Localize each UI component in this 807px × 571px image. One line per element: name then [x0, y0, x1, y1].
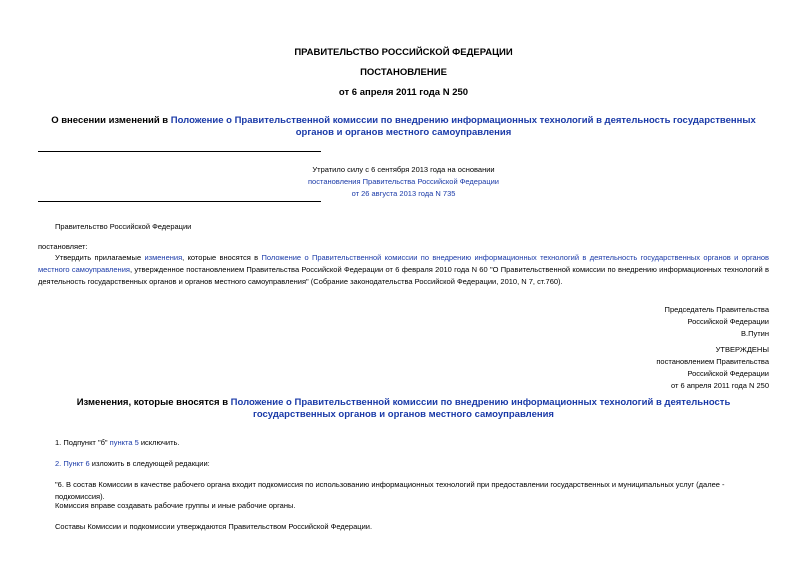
document-type: ПОСТАНОВЛЕНИЕ — [360, 67, 447, 78]
status-line: Утратило силу с 6 сентября 2013 года на основании — [312, 165, 495, 174]
change-item-2 — [55, 458, 210, 470]
signature-name: В.Путин — [741, 329, 769, 338]
item1-text-b: исключить. — [138, 438, 180, 447]
item1-point-link[interactable]: пункта 5 — [109, 438, 139, 447]
government-heading: ПРАВИТЕЛЬСТВО РОССИЙСКОЙ ФЕДЕРАЦИИ — [294, 47, 513, 58]
issuing-government: Правительство Российской Федерации — [55, 222, 192, 231]
item2-text: изложить в следующей редакции: — [89, 459, 210, 468]
change-item-3: "6. В состав Комиссии в качестве рабочего органа входит подкомиссия по использованию информационных технологий при предоставлении государственных и муниципальных услуг (далее - подкомиссия). — [55, 480, 725, 501]
signature-country: Российской Федерации — [687, 317, 769, 326]
status-decree-date-link[interactable]: от 26 августа 2013 года N 735 — [351, 189, 456, 198]
approved-block — [656, 344, 769, 392]
item2-point-link[interactable]: 2. Пункт 6 — [55, 459, 90, 468]
title-regulation-link[interactable]: Положение о Правительственной комиссии по внедрению информационных технологий в деятельность государственных органов и органов местного самоуправления — [170, 115, 756, 138]
p1-text-b: , которые вносятся в — [182, 253, 262, 262]
change-item-1 — [55, 437, 180, 449]
decrees-label: постановляет: — [38, 242, 88, 251]
signature-position: Председатель Правительства — [664, 305, 769, 314]
decree-paragraph — [38, 252, 769, 288]
changes-title-link[interactable]: Положение о Правительственной комиссии по внедрению информационных технологий в деятельность государственных органов и органов местного самоуправления — [230, 397, 731, 420]
change-item-4: Комиссия вправе создавать рабочие группы и иные рабочие органы. — [55, 501, 296, 510]
p1-text-d: (Собрание законодательства Российской Федерации, 2010, N 7, ст.760). — [308, 277, 563, 286]
title-prefix: О внесении изменений в — [51, 115, 171, 126]
document-date: от 6 апреля 2011 года N 250 — [338, 87, 469, 98]
approved-date: от 6 апреля 2011 года N 250 — [670, 381, 769, 390]
approved-country: Российской Федерации — [687, 369, 769, 378]
document-title — [40, 115, 767, 139]
p1-text-c: , утвержденное постановлением Правительства Российской Федерации от 6 февраля 2010 года N 60 "О Правительственной комиссии по внедрению информационных технологий в деятельность государственных органов и органов местного самоуправления" — [38, 265, 769, 286]
divider-top — [38, 151, 321, 152]
changes-title-prefix: Изменения, которые вносятся в — [76, 397, 231, 408]
regulation-link[interactable]: Положение о Правительственной комиссии по внедрению информационных технологий в деятельность государственных органов и органов местного самоуправления — [38, 253, 769, 274]
approved-heading: УТВЕРЖДЕНЫ — [715, 345, 769, 354]
changes-link[interactable]: изменения — [144, 253, 183, 262]
signature-block — [665, 304, 769, 340]
status-note — [240, 164, 567, 200]
item1-text-a: 1. Подпункт "б" — [55, 438, 110, 447]
changes-title — [38, 397, 769, 421]
p1-text-a: Утвердить прилагаемые — [55, 253, 145, 262]
approved-by: постановлением Правительства — [656, 357, 769, 366]
status-decree-link[interactable]: постановления Правительства Российской Федерации — [307, 177, 499, 186]
divider-bottom — [38, 201, 321, 202]
change-item-5: Составы Комиссии и подкомиссии утверждаются Правительством Российской Федерации. — [55, 522, 373, 531]
